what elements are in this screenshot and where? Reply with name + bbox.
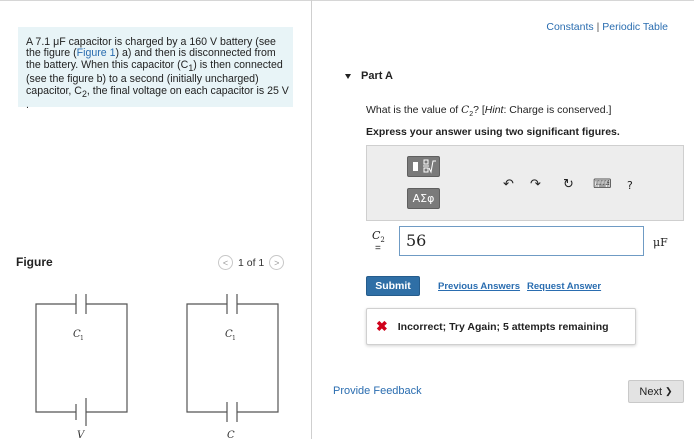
request-answer-link[interactable]: Request Answer [527, 281, 602, 292]
answer-variable [372, 229, 385, 244]
feedback-message: Incorrect; Try Again; 5 attempts remaining [397, 320, 609, 333]
circuit-b-bottom-label: C [227, 430, 235, 439]
figure-prev-button[interactable]: < [218, 255, 233, 270]
circuit-a [36, 294, 127, 426]
constants-link[interactable]: Constants [546, 21, 594, 33]
circuit-b-cap-label: C [225, 329, 233, 340]
submit-button[interactable]: Submit [366, 276, 420, 296]
figure-link[interactable]: Figure 1 [76, 47, 116, 60]
figure-next-button[interactable]: > [269, 255, 284, 270]
math-toolbar [366, 145, 684, 221]
problem-text-2: ) a) and then is disconnected from the battery. When this capacitor (C [26, 47, 276, 71]
reset-icon[interactable]: ↻ [563, 177, 574, 192]
hint-label: Hint [484, 104, 504, 116]
question-var: C [461, 104, 470, 116]
feedback-box [366, 308, 636, 345]
column-divider [311, 0, 312, 439]
circuit-figure [0, 285, 311, 439]
next-label: Next [639, 385, 663, 398]
figure-pager [218, 255, 284, 270]
provide-feedback-link[interactable]: Provide Feedback [333, 385, 422, 397]
header-separator: | [596, 21, 600, 33]
circuit-a-cap-sub: 1 [80, 335, 84, 342]
problem-statement [18, 27, 293, 112]
header-links [546, 21, 668, 33]
question-post: ? [ [473, 104, 485, 116]
circuit-b-cap-sub: 1 [232, 335, 236, 342]
question-text [366, 104, 611, 118]
answer-var-sub: 2 [380, 236, 385, 245]
collapse-triangle-icon [345, 74, 351, 79]
hint-text: : Charge is conserved.] [503, 104, 612, 116]
fraction-root-icon [411, 159, 437, 174]
equals-sign: = [375, 243, 381, 254]
c2-subscript: 2 [81, 88, 87, 99]
question-sub: 2 [469, 111, 474, 119]
chevron-right-icon: ❯ [665, 386, 673, 396]
instruction-text: Express your answer using two significant figures. [366, 126, 620, 138]
problem-text-1: A 7.1 μF capacitor is charged by a 160 V battery (see the figure ( [26, 36, 276, 60]
previous-answers-link[interactable]: Previous Answers [438, 281, 521, 292]
undo-icon[interactable]: ↶ [503, 177, 514, 192]
part-a-header[interactable] [345, 70, 393, 82]
top-rule [0, 0, 694, 1]
part-a-title: Part A [361, 70, 393, 82]
question-pre: What is the value of [366, 104, 462, 116]
problem-text-3: ) is then connected (see the figure b) to a second (initially uncharged) capacitor, C [26, 58, 283, 97]
redo-icon[interactable]: ↷ [530, 177, 541, 192]
next-button[interactable] [628, 380, 684, 403]
incorrect-icon: ✖ [376, 318, 388, 334]
answer-unit: μF [653, 236, 668, 249]
figure-pager-text: 1 of 1 [238, 256, 265, 269]
circuit-a-cap-label: C [73, 329, 81, 340]
periodic-table-link[interactable]: Periodic Table [602, 21, 668, 33]
help-icon[interactable]: ? [627, 179, 633, 192]
problem-text-4: , the final voltage on each capacitor is 25 V . [26, 84, 289, 112]
figure-label: Figure [16, 255, 53, 269]
circuit-a-battery-label: V [77, 430, 85, 439]
circuit-b [187, 294, 278, 422]
keyboard-icon[interactable]: ⌨ [593, 177, 612, 192]
answer-input[interactable]: 56 [399, 226, 644, 256]
c1-subscript: 1 [188, 62, 194, 73]
templates-button[interactable] [407, 156, 440, 177]
answer-var: C [372, 229, 381, 242]
greek-symbols-button[interactable]: ΑΣφ [407, 188, 440, 209]
